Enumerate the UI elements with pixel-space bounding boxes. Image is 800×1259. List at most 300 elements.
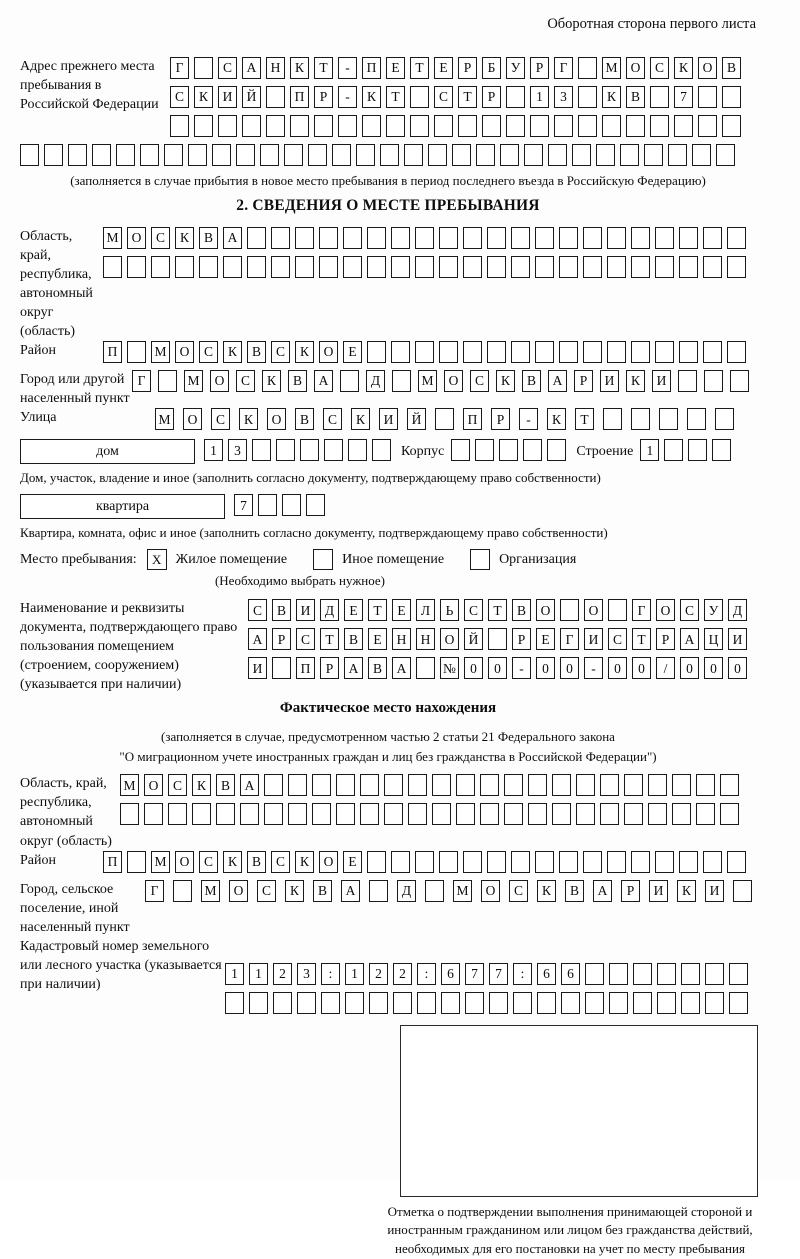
- char-cell[interactable]: [648, 774, 667, 796]
- char-cell[interactable]: -: [512, 657, 531, 679]
- char-cell[interactable]: [560, 599, 579, 621]
- char-cell[interactable]: [679, 851, 698, 873]
- char-cell[interactable]: Г: [632, 599, 651, 621]
- char-cell[interactable]: 7: [465, 963, 484, 985]
- char-cell[interactable]: П: [362, 57, 381, 79]
- char-cell[interactable]: Р: [320, 657, 339, 679]
- char-cell[interactable]: М: [155, 408, 174, 430]
- char-cell[interactable]: [295, 256, 314, 278]
- char-cell[interactable]: [561, 992, 580, 1014]
- char-cell[interactable]: А: [341, 880, 360, 902]
- char-cell[interactable]: [312, 774, 331, 796]
- char-cell[interactable]: Т: [488, 599, 507, 621]
- char-cell[interactable]: [336, 803, 355, 825]
- char-cell[interactable]: Р: [512, 628, 531, 650]
- char-cell[interactable]: Е: [343, 341, 362, 363]
- char-cell[interactable]: П: [463, 408, 482, 430]
- char-cell[interactable]: [583, 256, 602, 278]
- char-cell[interactable]: А: [248, 628, 267, 650]
- char-cell[interactable]: [535, 341, 554, 363]
- char-cell[interactable]: [439, 227, 458, 249]
- char-cell[interactable]: О: [440, 628, 459, 650]
- char-cell[interactable]: [356, 144, 375, 166]
- char-cell[interactable]: [273, 992, 292, 1014]
- char-cell[interactable]: О: [175, 341, 194, 363]
- char-cell[interactable]: [116, 144, 135, 166]
- char-cell[interactable]: [458, 115, 477, 137]
- char-cell[interactable]: С: [650, 57, 669, 79]
- char-cell[interactable]: [679, 341, 698, 363]
- char-cell[interactable]: [600, 774, 619, 796]
- char-cell[interactable]: 2: [273, 963, 292, 985]
- char-cell[interactable]: Р: [314, 86, 333, 108]
- char-cell[interactable]: И: [379, 408, 398, 430]
- char-cell[interactable]: [282, 494, 301, 516]
- char-cell[interactable]: [703, 256, 722, 278]
- char-cell[interactable]: А: [314, 370, 333, 392]
- char-cell[interactable]: [648, 803, 667, 825]
- char-cell[interactable]: [547, 439, 566, 461]
- char-cell[interactable]: [192, 803, 211, 825]
- char-cell[interactable]: [511, 256, 530, 278]
- char-cell[interactable]: [633, 963, 652, 985]
- char-cell[interactable]: О: [481, 880, 500, 902]
- char-cell[interactable]: М: [602, 57, 621, 79]
- char-cell[interactable]: [672, 774, 691, 796]
- char-cell[interactable]: [391, 256, 410, 278]
- char-cell[interactable]: [391, 851, 410, 873]
- char-cell[interactable]: М: [103, 227, 122, 249]
- char-cell[interactable]: [703, 227, 722, 249]
- char-cell[interactable]: [583, 851, 602, 873]
- char-cell[interactable]: В: [565, 880, 584, 902]
- char-cell[interactable]: 0: [560, 657, 579, 679]
- char-cell[interactable]: [696, 803, 715, 825]
- char-cell[interactable]: С: [151, 227, 170, 249]
- char-cell[interactable]: К: [295, 341, 314, 363]
- char-cell[interactable]: [276, 439, 295, 461]
- char-cell[interactable]: [572, 144, 591, 166]
- char-cell[interactable]: [688, 439, 707, 461]
- char-cell[interactable]: А: [223, 227, 242, 249]
- char-cell[interactable]: :: [417, 963, 436, 985]
- char-cell[interactable]: [657, 992, 676, 1014]
- char-cell[interactable]: Б: [482, 57, 501, 79]
- char-cell[interactable]: 0: [536, 657, 555, 679]
- char-cell[interactable]: Т: [410, 57, 429, 79]
- char-cell[interactable]: Е: [343, 851, 362, 873]
- char-cell[interactable]: [624, 774, 643, 796]
- char-cell[interactable]: И: [584, 628, 603, 650]
- char-cell[interactable]: [288, 774, 307, 796]
- char-cell[interactable]: К: [602, 86, 621, 108]
- checkbox-organizatsiya[interactable]: [470, 549, 490, 570]
- char-cell[interactable]: А: [392, 657, 411, 679]
- char-cell[interactable]: [524, 144, 543, 166]
- char-cell[interactable]: [523, 439, 542, 461]
- char-cell[interactable]: [297, 992, 316, 1014]
- char-cell[interactable]: С: [211, 408, 230, 430]
- char-cell[interactable]: [548, 144, 567, 166]
- char-cell[interactable]: [607, 851, 626, 873]
- char-cell[interactable]: [487, 851, 506, 873]
- char-cell[interactable]: [410, 115, 429, 137]
- char-cell[interactable]: [480, 774, 499, 796]
- char-cell[interactable]: К: [547, 408, 566, 430]
- char-cell[interactable]: [535, 227, 554, 249]
- char-cell[interactable]: [631, 227, 650, 249]
- char-cell[interactable]: В: [272, 599, 291, 621]
- char-cell[interactable]: [659, 408, 678, 430]
- char-cell[interactable]: [321, 992, 340, 1014]
- char-cell[interactable]: [306, 494, 325, 516]
- char-cell[interactable]: [452, 144, 471, 166]
- char-cell[interactable]: И: [728, 628, 747, 650]
- char-cell[interactable]: [668, 144, 687, 166]
- char-cell[interactable]: [240, 803, 259, 825]
- char-cell[interactable]: [362, 115, 381, 137]
- char-cell[interactable]: Т: [320, 628, 339, 650]
- char-cell[interactable]: /: [656, 657, 675, 679]
- char-cell[interactable]: [345, 992, 364, 1014]
- char-cell[interactable]: [655, 227, 674, 249]
- char-cell[interactable]: :: [321, 963, 340, 985]
- char-cell[interactable]: [408, 774, 427, 796]
- char-cell[interactable]: [367, 227, 386, 249]
- char-cell[interactable]: [216, 803, 235, 825]
- char-cell[interactable]: 0: [632, 657, 651, 679]
- char-cell[interactable]: [672, 803, 691, 825]
- char-cell[interactable]: С: [509, 880, 528, 902]
- char-cell[interactable]: [158, 370, 177, 392]
- char-cell[interactable]: К: [674, 57, 693, 79]
- char-cell[interactable]: О: [584, 599, 603, 621]
- char-cell[interactable]: [463, 851, 482, 873]
- char-cell[interactable]: [626, 115, 645, 137]
- char-cell[interactable]: [703, 341, 722, 363]
- char-cell[interactable]: О: [656, 599, 675, 621]
- char-cell[interactable]: [678, 370, 697, 392]
- char-cell[interactable]: 1: [530, 86, 549, 108]
- char-cell[interactable]: С: [257, 880, 276, 902]
- char-cell[interactable]: [664, 439, 683, 461]
- char-cell[interactable]: 1: [640, 439, 659, 461]
- char-cell[interactable]: И: [649, 880, 668, 902]
- char-cell[interactable]: [511, 851, 530, 873]
- char-cell[interactable]: И: [652, 370, 671, 392]
- char-cell[interactable]: Е: [368, 628, 387, 650]
- char-cell[interactable]: В: [199, 227, 218, 249]
- char-cell[interactable]: [384, 774, 403, 796]
- char-cell[interactable]: О: [626, 57, 645, 79]
- char-cell[interactable]: [456, 774, 475, 796]
- char-cell[interactable]: [425, 880, 444, 902]
- char-cell[interactable]: С: [296, 628, 315, 650]
- char-cell[interactable]: [727, 227, 746, 249]
- char-cell[interactable]: 1: [249, 963, 268, 985]
- char-cell[interactable]: [417, 992, 436, 1014]
- dom-box[interactable]: дом: [20, 439, 195, 464]
- char-cell[interactable]: [722, 86, 741, 108]
- char-cell[interactable]: [170, 115, 189, 137]
- char-cell[interactable]: М: [120, 774, 139, 796]
- char-cell[interactable]: [360, 803, 379, 825]
- char-cell[interactable]: О: [267, 408, 286, 430]
- char-cell[interactable]: 0: [704, 657, 723, 679]
- char-cell[interactable]: [687, 408, 706, 430]
- char-cell[interactable]: А: [242, 57, 261, 79]
- char-cell[interactable]: В: [722, 57, 741, 79]
- char-cell[interactable]: С: [271, 851, 290, 873]
- char-cell[interactable]: [319, 227, 338, 249]
- char-cell[interactable]: 1: [345, 963, 364, 985]
- char-cell[interactable]: Й: [464, 628, 483, 650]
- char-cell[interactable]: [631, 408, 650, 430]
- char-cell[interactable]: [679, 256, 698, 278]
- char-cell[interactable]: [258, 494, 277, 516]
- char-cell[interactable]: [607, 227, 626, 249]
- char-cell[interactable]: Р: [530, 57, 549, 79]
- char-cell[interactable]: П: [290, 86, 309, 108]
- char-cell[interactable]: О: [319, 341, 338, 363]
- char-cell[interactable]: [20, 144, 39, 166]
- char-cell[interactable]: С: [680, 599, 699, 621]
- char-cell[interactable]: Д: [397, 880, 416, 902]
- char-cell[interactable]: [528, 774, 547, 796]
- char-cell[interactable]: [260, 144, 279, 166]
- char-cell[interactable]: [480, 803, 499, 825]
- char-cell[interactable]: Ц: [704, 628, 723, 650]
- char-cell[interactable]: [391, 227, 410, 249]
- char-cell[interactable]: К: [223, 341, 242, 363]
- checkbox-inoe-pomeshchenie[interactable]: [313, 549, 333, 570]
- char-cell[interactable]: -: [338, 86, 357, 108]
- char-cell[interactable]: П: [103, 851, 122, 873]
- char-cell[interactable]: Ь: [440, 599, 459, 621]
- char-cell[interactable]: К: [194, 86, 213, 108]
- char-cell[interactable]: М: [151, 341, 170, 363]
- char-cell[interactable]: В: [247, 341, 266, 363]
- char-cell[interactable]: 0: [488, 657, 507, 679]
- char-cell[interactable]: М: [184, 370, 203, 392]
- checkbox-zhiloe-pomeshchenie[interactable]: X: [147, 549, 167, 570]
- char-cell[interactable]: [482, 115, 501, 137]
- char-cell[interactable]: [415, 341, 434, 363]
- char-cell[interactable]: [188, 144, 207, 166]
- char-cell[interactable]: [698, 86, 717, 108]
- char-cell[interactable]: [504, 803, 523, 825]
- char-cell[interactable]: [312, 803, 331, 825]
- char-cell[interactable]: Д: [366, 370, 385, 392]
- char-cell[interactable]: 3: [554, 86, 573, 108]
- char-cell[interactable]: К: [295, 851, 314, 873]
- char-cell[interactable]: [489, 992, 508, 1014]
- char-cell[interactable]: В: [247, 851, 266, 873]
- char-cell[interactable]: О: [210, 370, 229, 392]
- char-cell[interactable]: [199, 256, 218, 278]
- char-cell[interactable]: К: [285, 880, 304, 902]
- char-cell[interactable]: [300, 439, 319, 461]
- char-cell[interactable]: 7: [234, 494, 253, 516]
- char-cell[interactable]: [703, 851, 722, 873]
- char-cell[interactable]: Й: [407, 408, 426, 430]
- char-cell[interactable]: [696, 774, 715, 796]
- char-cell[interactable]: О: [444, 370, 463, 392]
- char-cell[interactable]: [500, 144, 519, 166]
- char-cell[interactable]: К: [677, 880, 696, 902]
- char-cell[interactable]: [733, 880, 752, 902]
- char-cell[interactable]: [554, 115, 573, 137]
- char-cell[interactable]: О: [175, 851, 194, 873]
- char-cell[interactable]: [603, 408, 622, 430]
- char-cell[interactable]: [408, 803, 427, 825]
- char-cell[interactable]: [499, 439, 518, 461]
- char-cell[interactable]: :: [513, 963, 532, 985]
- char-cell[interactable]: Г: [554, 57, 573, 79]
- char-cell[interactable]: [372, 439, 391, 461]
- char-cell[interactable]: 2: [393, 963, 412, 985]
- char-cell[interactable]: [463, 341, 482, 363]
- char-cell[interactable]: [151, 256, 170, 278]
- char-cell[interactable]: [264, 803, 283, 825]
- char-cell[interactable]: Т: [314, 57, 333, 79]
- char-cell[interactable]: [506, 86, 525, 108]
- char-cell[interactable]: [264, 774, 283, 796]
- char-cell[interactable]: [631, 851, 650, 873]
- char-cell[interactable]: [441, 992, 460, 1014]
- char-cell[interactable]: [727, 256, 746, 278]
- char-cell[interactable]: [252, 439, 271, 461]
- char-cell[interactable]: К: [262, 370, 281, 392]
- char-cell[interactable]: О: [698, 57, 717, 79]
- char-cell[interactable]: [487, 256, 506, 278]
- char-cell[interactable]: [692, 144, 711, 166]
- char-cell[interactable]: С: [236, 370, 255, 392]
- char-cell[interactable]: [266, 115, 285, 137]
- char-cell[interactable]: [367, 341, 386, 363]
- char-cell[interactable]: [340, 370, 359, 392]
- char-cell[interactable]: [432, 803, 451, 825]
- char-cell[interactable]: [487, 227, 506, 249]
- char-cell[interactable]: [730, 370, 749, 392]
- char-cell[interactable]: Е: [344, 599, 363, 621]
- char-cell[interactable]: [650, 115, 669, 137]
- char-cell[interactable]: [432, 774, 451, 796]
- char-cell[interactable]: [720, 774, 739, 796]
- char-cell[interactable]: 7: [674, 86, 693, 108]
- char-cell[interactable]: 6: [561, 963, 580, 985]
- char-cell[interactable]: [716, 144, 735, 166]
- char-cell[interactable]: О: [319, 851, 338, 873]
- char-cell[interactable]: [284, 144, 303, 166]
- char-cell[interactable]: Л: [416, 599, 435, 621]
- char-cell[interactable]: [530, 115, 549, 137]
- char-cell[interactable]: С: [199, 341, 218, 363]
- char-cell[interactable]: Н: [392, 628, 411, 650]
- char-cell[interactable]: [705, 963, 724, 985]
- char-cell[interactable]: [681, 963, 700, 985]
- char-cell[interactable]: [68, 144, 87, 166]
- char-cell[interactable]: [266, 86, 285, 108]
- char-cell[interactable]: [609, 963, 628, 985]
- char-cell[interactable]: [415, 256, 434, 278]
- char-cell[interactable]: [439, 851, 458, 873]
- char-cell[interactable]: Г: [132, 370, 151, 392]
- char-cell[interactable]: А: [593, 880, 612, 902]
- char-cell[interactable]: [463, 227, 482, 249]
- char-cell[interactable]: [272, 657, 291, 679]
- char-cell[interactable]: [367, 851, 386, 873]
- char-cell[interactable]: Н: [266, 57, 285, 79]
- char-cell[interactable]: [384, 803, 403, 825]
- char-cell[interactable]: С: [218, 57, 237, 79]
- char-cell[interactable]: Р: [574, 370, 593, 392]
- char-cell[interactable]: [607, 256, 626, 278]
- char-cell[interactable]: Г: [560, 628, 579, 650]
- char-cell[interactable]: Т: [368, 599, 387, 621]
- char-cell[interactable]: [624, 803, 643, 825]
- char-cell[interactable]: У: [506, 57, 525, 79]
- char-cell[interactable]: [218, 115, 237, 137]
- char-cell[interactable]: [596, 144, 615, 166]
- char-cell[interactable]: [314, 115, 333, 137]
- char-cell[interactable]: [194, 57, 213, 79]
- char-cell[interactable]: [633, 992, 652, 1014]
- char-cell[interactable]: А: [548, 370, 567, 392]
- char-cell[interactable]: С: [464, 599, 483, 621]
- char-cell[interactable]: [535, 851, 554, 873]
- char-cell[interactable]: Е: [536, 628, 555, 650]
- char-cell[interactable]: И: [218, 86, 237, 108]
- char-cell[interactable]: К: [290, 57, 309, 79]
- char-cell[interactable]: В: [626, 86, 645, 108]
- char-cell[interactable]: С: [168, 774, 187, 796]
- char-cell[interactable]: [369, 992, 388, 1014]
- char-cell[interactable]: [103, 256, 122, 278]
- char-cell[interactable]: [552, 803, 571, 825]
- char-cell[interactable]: [475, 439, 494, 461]
- char-cell[interactable]: [456, 803, 475, 825]
- char-cell[interactable]: С: [170, 86, 189, 108]
- char-cell[interactable]: В: [313, 880, 332, 902]
- char-cell[interactable]: К: [537, 880, 556, 902]
- char-cell[interactable]: [698, 115, 717, 137]
- char-cell[interactable]: С: [608, 628, 627, 650]
- char-cell[interactable]: [127, 341, 146, 363]
- char-cell[interactable]: [655, 341, 674, 363]
- char-cell[interactable]: 3: [297, 963, 316, 985]
- char-cell[interactable]: М: [151, 851, 170, 873]
- char-cell[interactable]: [620, 144, 639, 166]
- char-cell[interactable]: [608, 599, 627, 621]
- char-cell[interactable]: [247, 227, 266, 249]
- char-cell[interactable]: [600, 803, 619, 825]
- char-cell[interactable]: [727, 851, 746, 873]
- char-cell[interactable]: [655, 851, 674, 873]
- char-cell[interactable]: [319, 256, 338, 278]
- char-cell[interactable]: [585, 963, 604, 985]
- char-cell[interactable]: -: [338, 57, 357, 79]
- char-cell[interactable]: М: [201, 880, 220, 902]
- char-cell[interactable]: Е: [386, 57, 405, 79]
- char-cell[interactable]: [578, 86, 597, 108]
- char-cell[interactable]: [164, 144, 183, 166]
- char-cell[interactable]: [223, 256, 242, 278]
- char-cell[interactable]: [404, 144, 423, 166]
- char-cell[interactable]: А: [680, 628, 699, 650]
- char-cell[interactable]: К: [175, 227, 194, 249]
- char-cell[interactable]: [140, 144, 159, 166]
